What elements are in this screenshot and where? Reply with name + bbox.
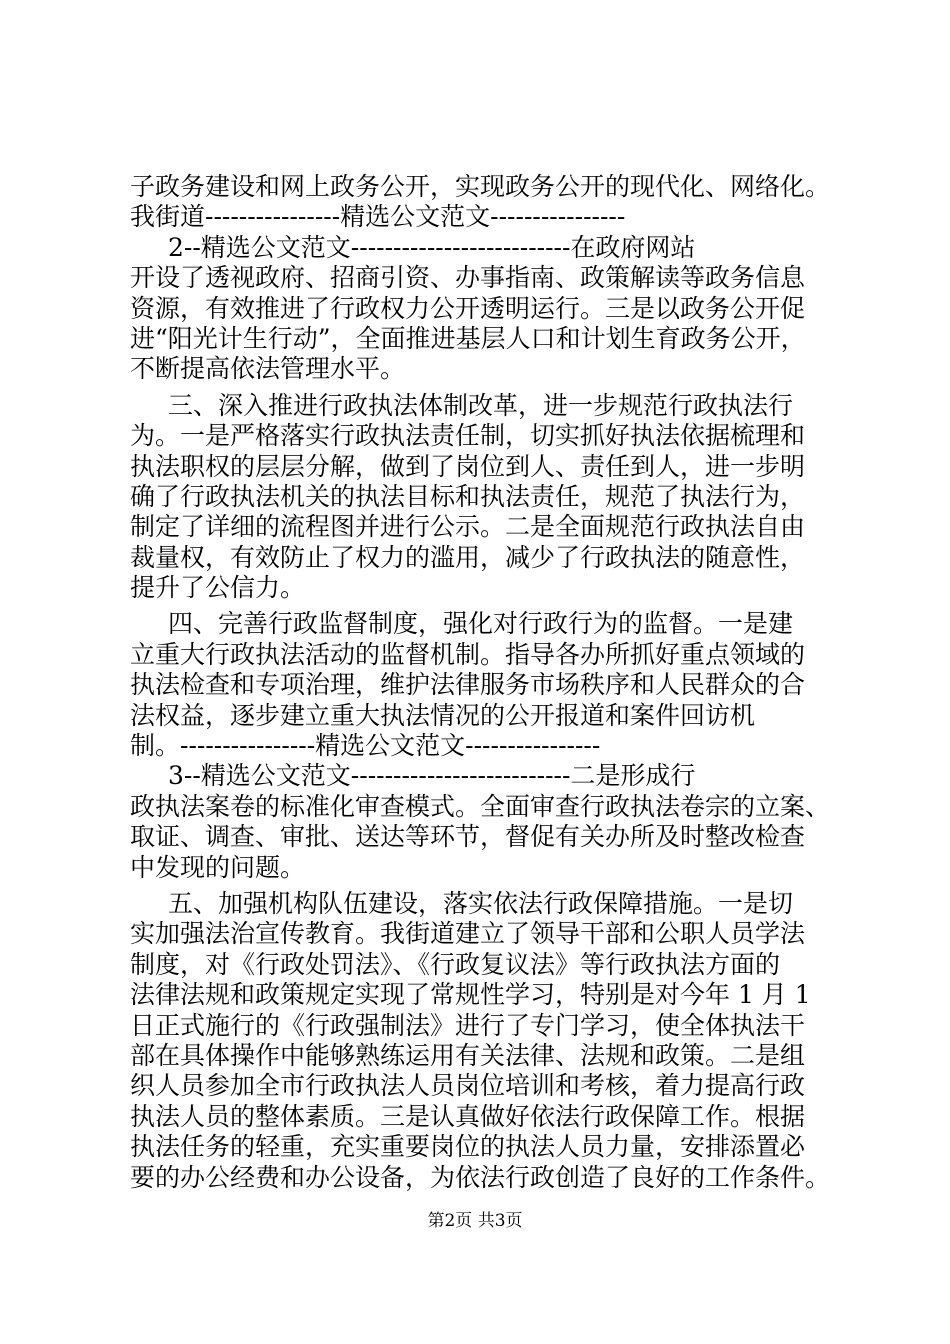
text-line: 3--精选公文范文--------------------------二是形成行 [168, 761, 696, 791]
text-line: 三、深入推进行政执法体制改革，进一步规范行政执法行 [168, 390, 794, 420]
text-line: 不断提高依法管理水平。 [130, 354, 406, 384]
text-line: 立重大行政执法活动的监督机制。指导各办所抓好重点领域的 [130, 639, 806, 669]
text-line: 2--精选公文范文--------------------------在政府网站 [168, 232, 696, 262]
text-line: 取证、调查、审批、送达等环节，督促有关办所及时整改检查 [130, 822, 806, 852]
text-line: 实加强法治宣传教育。我街道建立了领导干部和公职人员学法 [130, 919, 806, 949]
text-line: 提升了公信力。 [130, 573, 306, 603]
text-line: 确了行政执法机关的执法目标和执法责任，规范了执法行为， [130, 481, 806, 511]
text-line: 开设了透视政府、招商引资、办事指南、政策解读等政务信息 [130, 263, 806, 293]
text-line: 我街道----------------精选公文范文---------------- [130, 202, 626, 232]
text-line: 执法职权的层层分解，做到了岗位到人、责任到人，进一步明 [130, 451, 806, 481]
text-line: 要的办公经费和办公设备，为依法行政创造了良好的工作条件。 [130, 1162, 831, 1192]
text-line: 制。----------------精选公文范文---------------- [130, 731, 601, 761]
text-line: 执法人员的整体素质。三是认真做好依法行政保障工作。根据 [130, 1101, 806, 1131]
text-line: 资源，有效推进了行政权力公开透明运行。三是以政务公开促 [130, 293, 806, 323]
text-line: 五、加强机构队伍建设，落实依法行政保障措施。一是切 [168, 888, 794, 918]
text-line: 日正式施行的《行政强制法》进行了专门学习，使全体执法干 [130, 1010, 806, 1040]
text-line: 执法检查和专项治理，维护法律服务市场秩序和人民群众的合 [130, 670, 806, 700]
text-line: 执法任务的轻重，充实重要岗位的执法人员力量，安排添置必 [130, 1132, 806, 1162]
text-line: 进“阳光计生行动”，全面推进基层人口和计划生育政务公开， [130, 323, 806, 353]
text-line: 子政务建设和网上政务公开，实现政务公开的现代化、网络化。 [130, 172, 831, 201]
text-line: 制定了详细的流程图并进行公示。二是全面规范行政执法自由 [130, 512, 806, 542]
text-line: 制度，对《行政处罚法》、《行政复议法》等行政执法方面的 [130, 949, 781, 979]
text-line: 部在具体操作中能够熟练运用有关法律、法规和政策。二是组 [130, 1040, 806, 1070]
text-line: 四、完善行政监督制度，强化对行政行为的监督。一是建 [168, 609, 794, 639]
text-line: 中发现的问题。 [130, 852, 306, 882]
text-line: 法律法规和政策规定实现了常规性学习，特别是对今年 1 月 1 [130, 980, 811, 1010]
page-number-label: 第2页 共3页 [427, 1211, 523, 1231]
text-line: 法权益，逐步建立重大执法情况的公开报道和案件回访机 [130, 700, 756, 730]
page-footer [0, 1210, 950, 1232]
text-line: 裁量权，有效防止了权力的滥用，减少了行政执法的随意性， [130, 542, 806, 572]
document-body [130, 172, 830, 1193]
text-line: 政执法案卷的标准化审查模式。全面审查行政执法卷宗的立案、 [130, 791, 831, 821]
text-line: 织人员参加全市行政执法人员岗位培训和考核，着力提高行政 [130, 1071, 806, 1101]
text-line: 为。一是严格落实行政执法责任制，切实抓好执法依据梳理和 [130, 421, 806, 451]
